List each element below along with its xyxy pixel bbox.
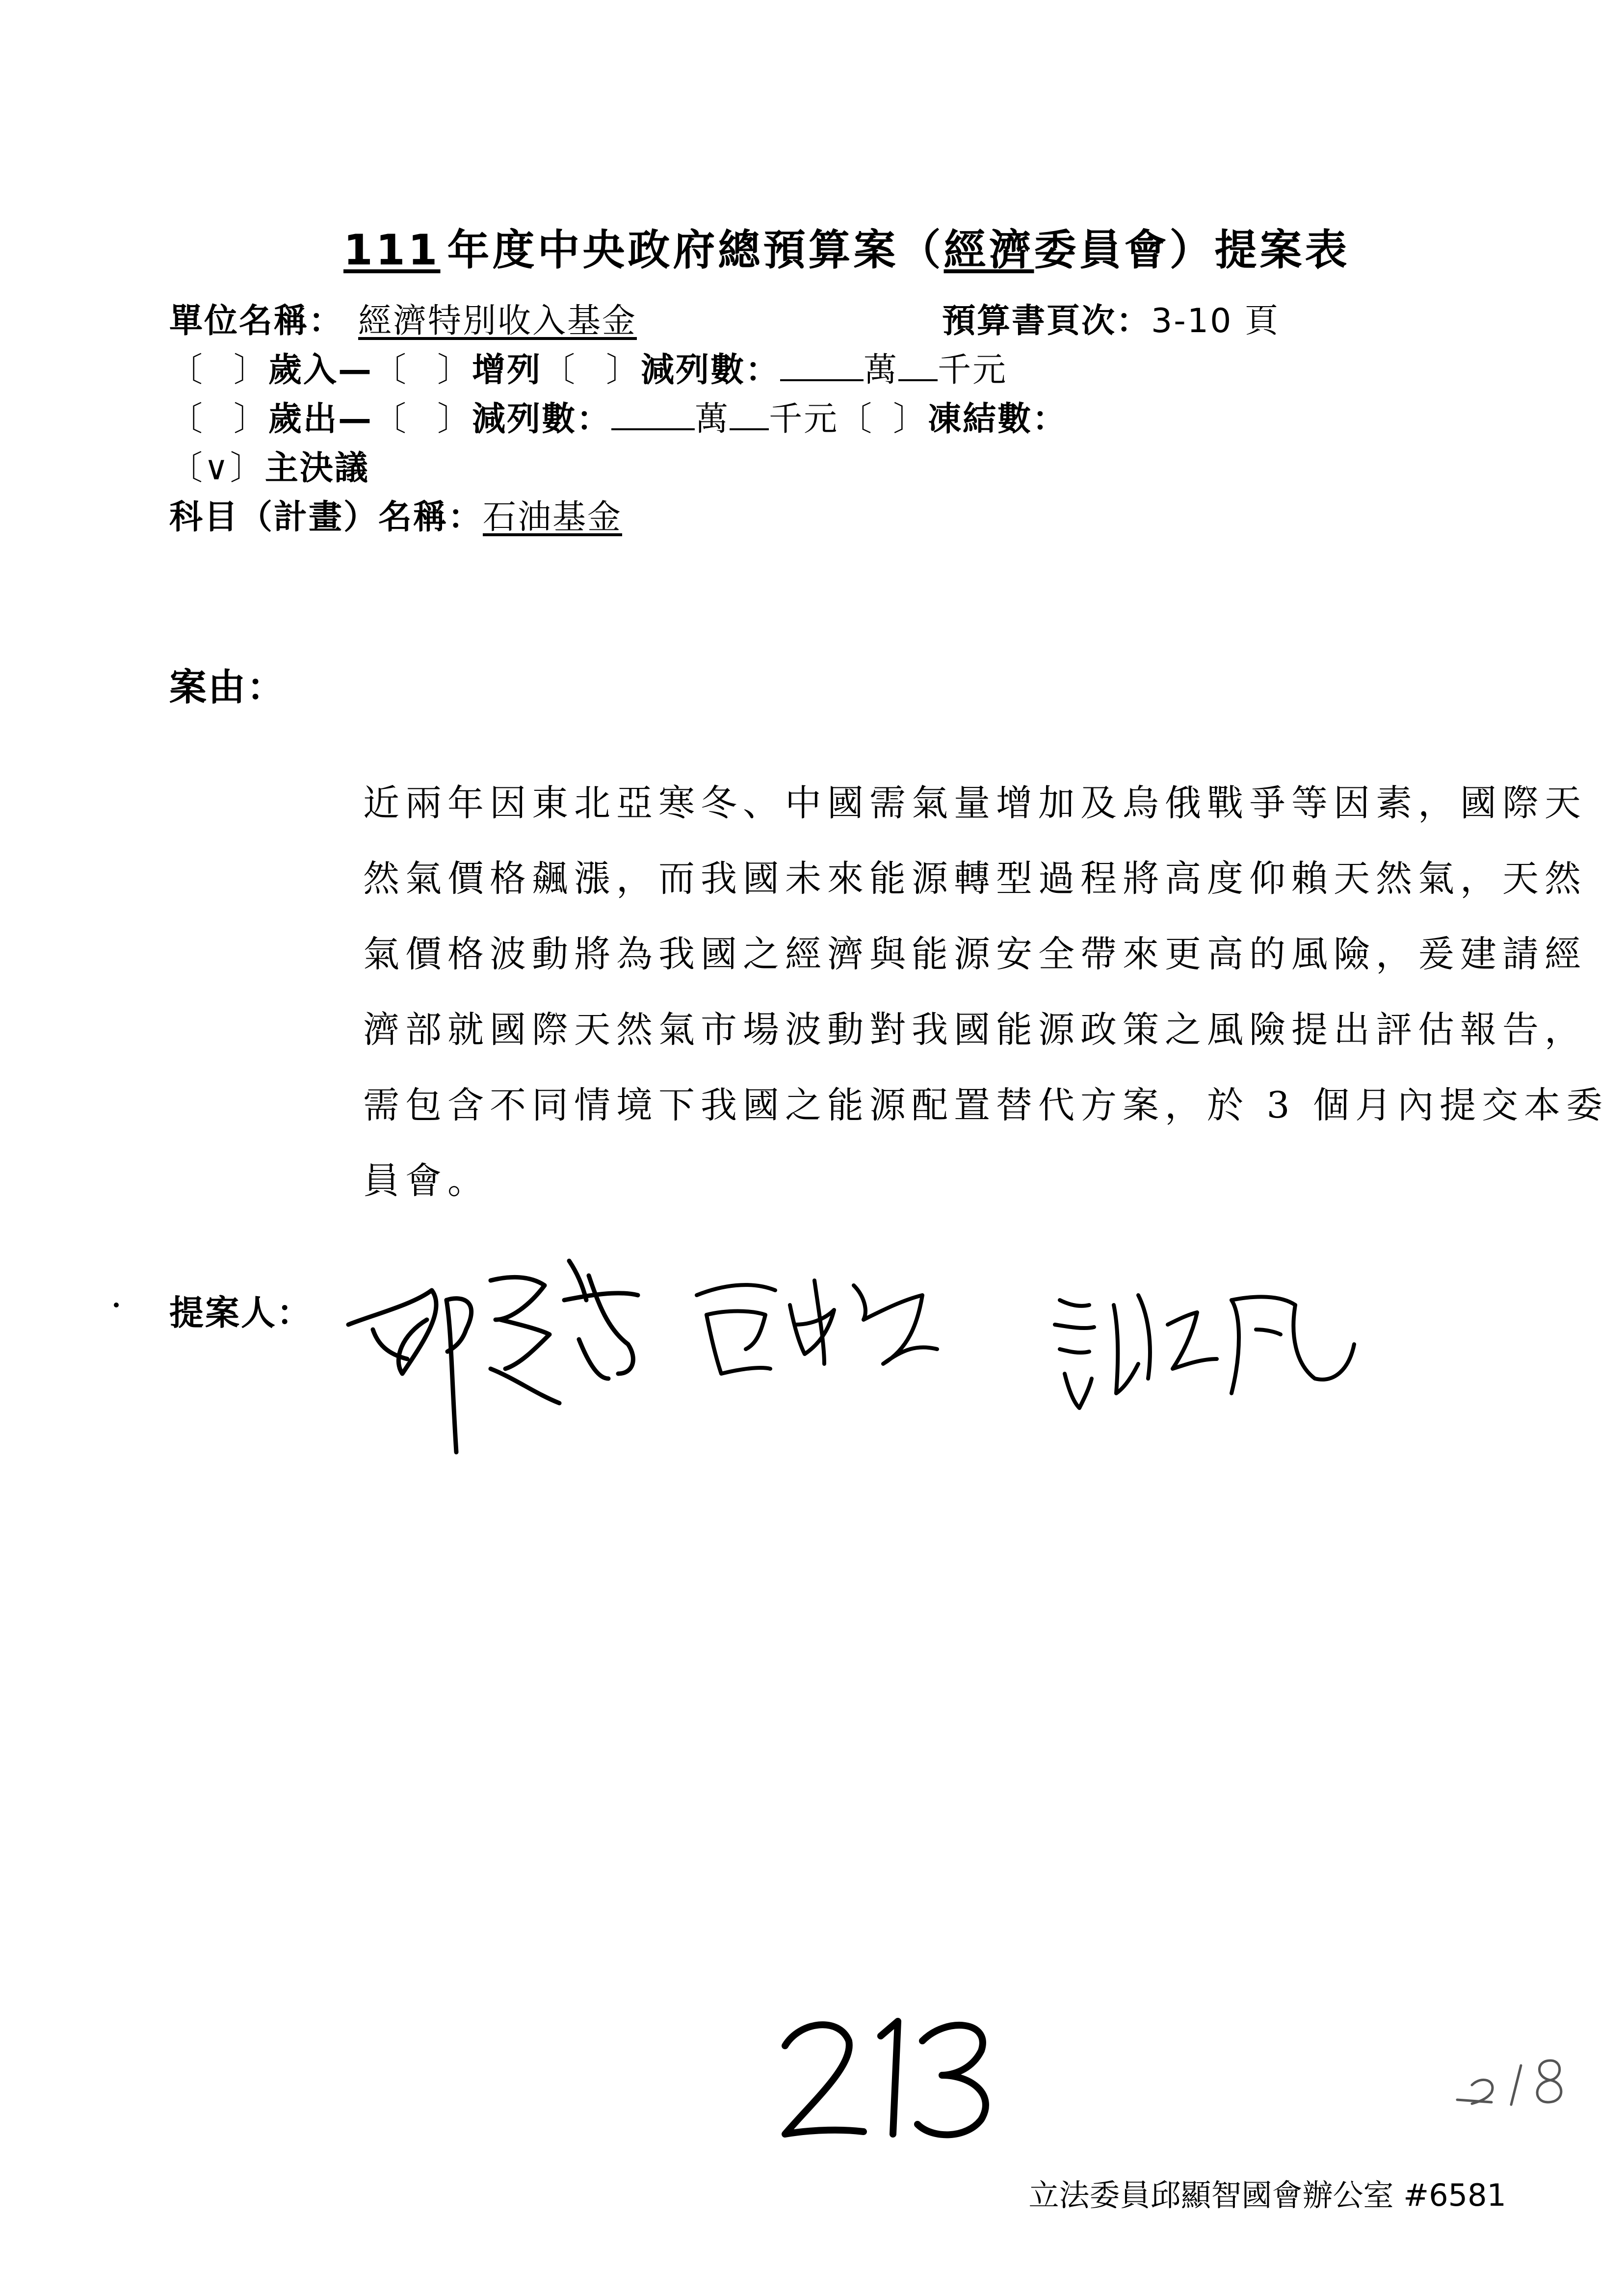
blank-wan (780, 352, 864, 381)
title-year: 111 (343, 226, 441, 275)
reason-line: 近兩年因東北亞寒冬、中國需氣量增加及烏俄戰爭等因素，國際天 (363, 782, 1587, 824)
handwritten-page-number (775, 2011, 1001, 2149)
bracket-close: 〕 (437, 351, 472, 390)
expense-line (169, 392, 1067, 440)
blank-qian (730, 401, 769, 430)
blank-wan (611, 401, 695, 430)
subject-row (169, 491, 622, 538)
bracket-open: 〔 (373, 351, 408, 390)
revenue-line (169, 343, 1007, 391)
reason-heading: 案由： (169, 665, 286, 709)
signature-1 (348, 1261, 638, 1452)
bracket-open: 〔 (542, 351, 577, 390)
unit-value: 經濟特別收入基金 (358, 302, 637, 340)
title-prefix: 年度中央政府總預算案（ (447, 226, 944, 275)
handwritten-corner-note (1452, 2046, 1590, 2114)
wan-label: 萬 (695, 400, 730, 439)
subject-value: 石油基金 (483, 498, 623, 537)
unit-row (169, 294, 652, 342)
expense-label: 歲出— (268, 400, 373, 439)
bracket-open: 〔 (838, 400, 874, 439)
bracket-open: 〔 (169, 351, 205, 390)
footer-office-label: 立法委員邱顯智國會辦公室 #6581 (1028, 2177, 1506, 2213)
page-ref (942, 294, 1280, 342)
qian-label: 千元 (938, 351, 1008, 390)
subject-label: 科目（計畫）名稱： (169, 498, 483, 537)
expense-decrease-label: 減列數： (472, 400, 612, 439)
reason-line: 需包含不同情境下我國之能源配置替代方案，於 3 個月內提交本委 (363, 1084, 1609, 1126)
page-ref-label: 預算書頁次： (942, 302, 1152, 340)
reason-line: 氣價格波動將為我國之經濟與能源安全帶來更高的風險，爰建請經 (363, 933, 1587, 975)
title-committee: 經濟 (943, 226, 1034, 275)
reason-line: 然氣價格飆漲，而我國未來能源轉型過程將高度仰賴天然氣，天然 (363, 858, 1587, 900)
revenue-label: 歲入— (268, 351, 373, 390)
bracket-open: 〔 (169, 449, 205, 488)
blank-qian (898, 352, 938, 381)
page-ref-value: 3-10 頁 (1151, 302, 1280, 340)
wan-label: 萬 (864, 351, 899, 390)
bracket-close: 〕 (230, 449, 265, 488)
signature-2 (697, 1280, 937, 1374)
qian-label: 千元 (769, 400, 839, 439)
reason-line: 員會。 (363, 1160, 490, 1202)
bracket-open: 〔 (169, 400, 205, 439)
stray-dot (114, 1303, 119, 1307)
title-suffix: 委員會）提案表 (1034, 226, 1350, 275)
main-resolution-row (169, 442, 369, 489)
document-title (343, 216, 1350, 277)
signatures (334, 1246, 1388, 1472)
signature-3 (1055, 1295, 1354, 1408)
bracket-open: 〔 (373, 400, 408, 439)
freeze-label: 凍結數： (928, 400, 1068, 439)
decrease-label: 減列數： (641, 351, 781, 390)
reason-paragraph (363, 765, 1609, 1219)
reason-line: 濟部就國際天然氣市場波動對我國能源政策之風險提出評估報告， (363, 1009, 1587, 1051)
unit-label: 單位名稱： (169, 302, 344, 340)
bracket-close: 〕 (234, 351, 269, 390)
checkmark-icon: ∨ (204, 449, 230, 488)
increase-label: 增列 (472, 351, 542, 390)
bracket-close: 〕 (234, 400, 269, 439)
bracket-close: 〕 (437, 400, 472, 439)
proposer-label: 提案人： (169, 1293, 313, 1333)
main-resolution-label: 主決議 (264, 449, 369, 488)
bracket-close: 〕 (606, 351, 641, 390)
bracket-close: 〕 (893, 400, 928, 439)
